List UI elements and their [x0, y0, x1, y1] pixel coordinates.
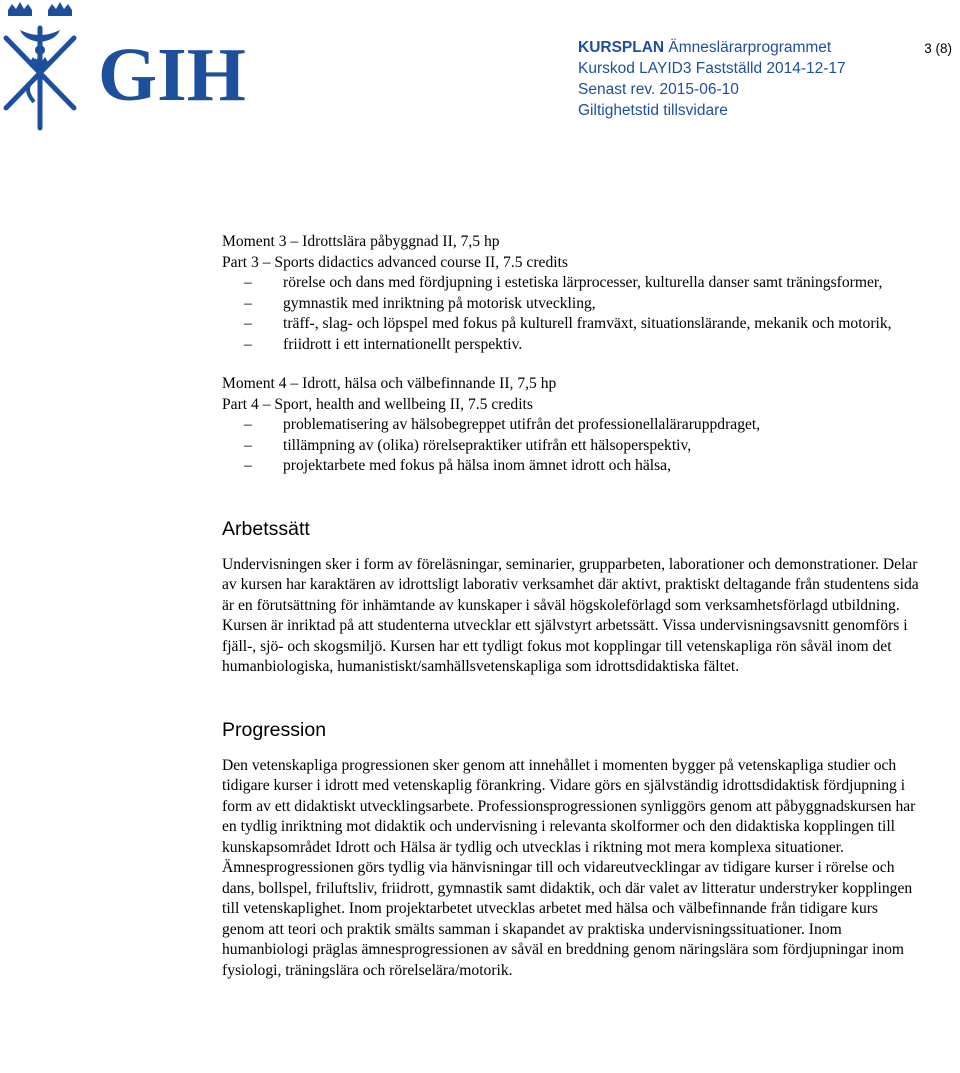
logo-text: GIH [98, 33, 246, 117]
progression-paragraph: Den vetenskapliga progressionen sker genom att innehållet i momenten bygger på vetenskapliga studier och tidigare kurser i idrott med vetenskaplig förankring. Vidare görs en självständig idrottsdidaktisk fördjupning i form av ett didaktiskt utvecklingsarbete. Professionsprogressionen synliggörs genom att påbyggnadskursen har en tydlig inriktning mot didaktik och undervisning i relevanta skolformer och den didaktiska kopplingen till kunskapsområdet Idrott och Hälsa är tydlig och utvecklas i riktning mot mera komplexa situationer. Ämnesprogressionen görs tydlig via hänvisningar till och vidareutvecklingar av tidigare kurser i rörelse och dans, bollspel, friluftsliv, friidrott, gymnastik samt didaktik, och där valet av litteratur understryker kopplingen till vetenskaplighet. Inom projektarbetet utvecklas arbetet med hälsa och välbefinnande från tidigare kurs genom att teori och praktik smälts samman i skapandet av praktiska undervisningssituationer. Inom humanbiologi präglas ämnesprogressionen av såväl en breddning genom näringslära som fördjupningar inom fysiologi, träningslära och rörelselära/motorik. [222, 756, 916, 979]
list-item: – projektarbete med fokus på hälsa inom ämnet idrott och hälsa, [244, 457, 671, 474]
moment3-title-sv: Moment 3 – Idrottslära påbyggnad II, 7,5 hp [222, 233, 500, 250]
gih-logo [0, 0, 250, 132]
list-item: – problematisering av hälsobegreppet utifrån det professionellaläraruppdraget, [244, 416, 761, 433]
document-body [222, 232, 922, 981]
arbetssatt-paragraph: Undervisningen sker i form av föreläsningar, seminarier, grupparbeten, laborationer och demonstrationer. Delar av kursen har karaktären av idrottsligt laborativ verksamhet där aktivt, praktiskt deltagande från studentens sida är en förutsättning för inhämtande av kunskaper i såväl högskoleförlagd som verksamhetsförlagd utbildning. Kursen är inriktad på att studenterna utvecklar ett självstyrt arbetssätt. Vissa undervisningsavsnitt genomförs i fjäll-, sjö- och skogsmiljö. Kursen har ett tydligt fokus mot kopplingar till vetenskapliga rön såväl inom det humanbiologiska, humanistiskt/samhällsvetenskapliga som idrottsdidaktiska fältet. [222, 555, 919, 675]
moment4-title-sv: Moment 4 – Idrott, hälsa och välbefinnande II, 7,5 hp [222, 375, 557, 392]
page-number: 3 (8) [924, 41, 952, 56]
document-header [578, 37, 846, 121]
moment4-title-en: Part 4 – Sport, health and wellbeing II, 7.5 credits [222, 395, 533, 413]
list-item: – träff-, slag- och löpspel med fokus på kulturell framväxt, situationslärande, mekanik och motorik, [244, 315, 892, 332]
section-heading-progression: Progression [222, 718, 327, 741]
list-item: – gymnastik med inriktning på motorisk utveckling, [244, 294, 596, 312]
list-item: – tillämpning av (olika) rörelsepraktiker utifrån ett hälsoperspektiv, [244, 436, 692, 454]
header-revision: Senast rev. 2015-06-10 [578, 81, 739, 98]
moment3-list [222, 273, 922, 355]
moment4-list [222, 415, 922, 477]
header-title: KURSPLAN Ämneslärarprogrammet [578, 39, 832, 56]
section-heading-arbetssatt: Arbetssätt [222, 517, 310, 540]
list-item: – friidrott i ett internationellt perspektiv. [244, 335, 523, 353]
header-validity: Giltighetstid tillsvidare [578, 102, 728, 119]
list-item: – rörelse och dans med fördjupning i estetiska lärprocesser, kulturella danser samt träningsformer, [244, 274, 883, 291]
header-course-code: Kurskod LAYID3 Fastställd 2014-12-17 [578, 60, 846, 77]
emblem-icon [6, 28, 74, 128]
moment3-title-en: Part 3 – Sports didactics advanced course II, 7.5 credits [222, 253, 568, 271]
